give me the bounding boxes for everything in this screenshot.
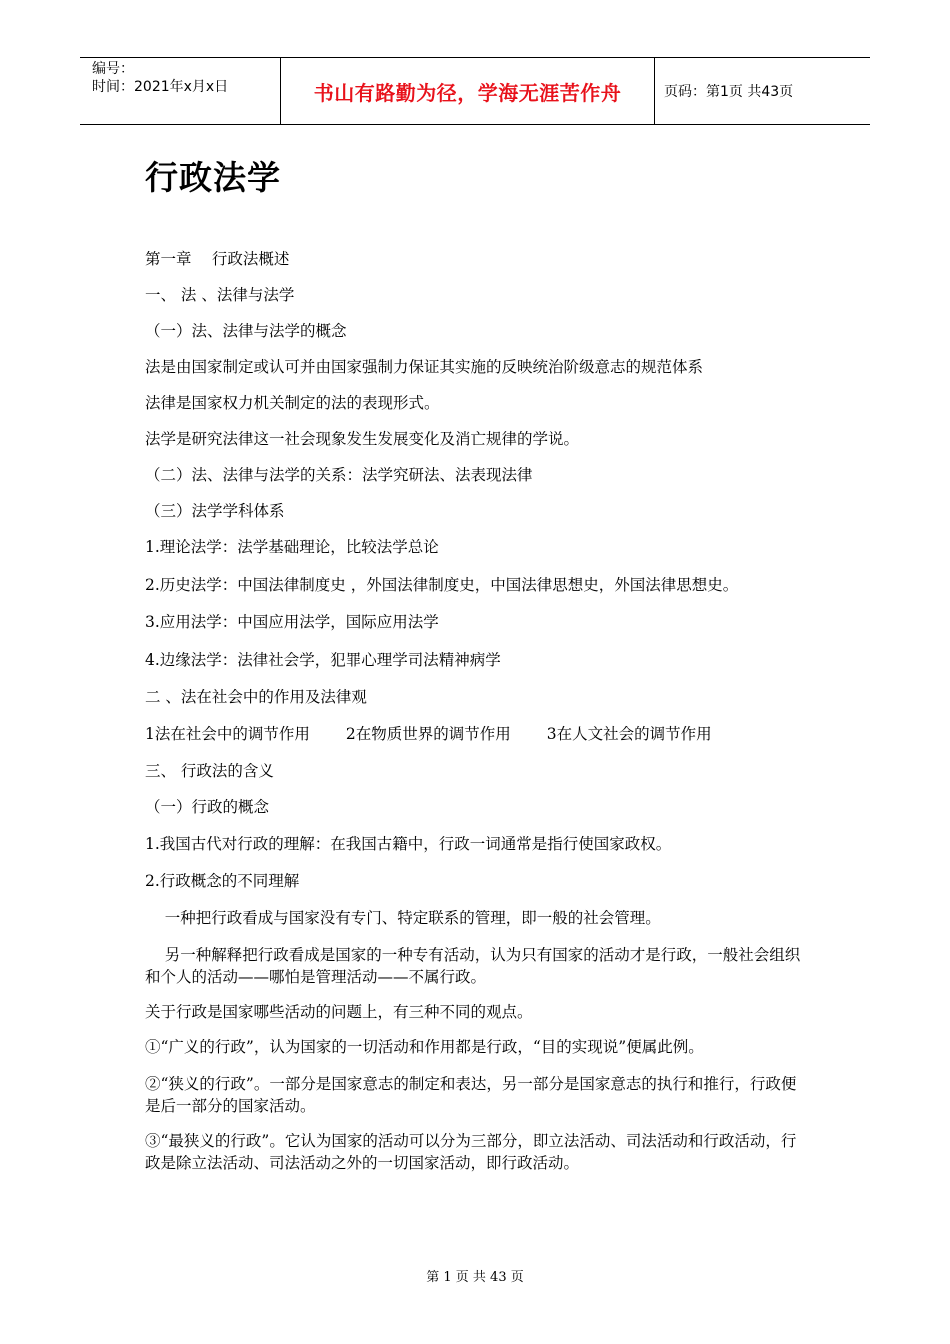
header-motto-cell [281, 58, 655, 124]
subsection-heading: （三）法学学科体系 [145, 502, 285, 520]
section-heading: 一、 法 、法律与法学 [145, 286, 295, 304]
paragraph: 法律是国家权力机关制定的法的表现形式。 [145, 394, 440, 412]
list-item: 1.理论法学：法学基础理论，比较法学总论 [145, 538, 439, 556]
section-heading: 二 、法在社会中的作用及法律观 [145, 688, 367, 706]
chapter-heading: 第一章 行政法概述 [145, 250, 290, 268]
list-item: 2.历史法学：中国法律制度史 ，外国法律制度史，中国法律思想史，外国法律思想史。 [145, 576, 739, 594]
header-page-cell [655, 58, 870, 124]
list-item: ①“广义的行政”，认为国家的一切活动和作用都是行政，“目的实现说”便属此例。 [145, 1038, 704, 1056]
paragraph: 另一种解释把行政看成是国家的一种专有活动，认为只有国家的活动才是行政，一般社会组织和个人的活动——哪怕是管理活动——不属行政。 [145, 946, 801, 986]
subsection-heading: （一）法、法律与法学的概念 [145, 322, 347, 340]
section-heading: 三、 行政法的含义 [145, 762, 274, 780]
subsection-heading: （二）法、法律与法学的关系：法学究研法、法表现法律 [145, 466, 533, 484]
paragraph: 关于行政是国家哪些活动的问题上，有三种不同的观点。 [145, 1003, 533, 1021]
header-motto: 书山有路勤为径，学海无涯苦作舟 [313, 80, 622, 105]
header-page-code: 页码：第1页 共43页 [664, 84, 794, 100]
list-item: ③“最狭义的行政”。它认为国家的活动可以分为三部分，即立法活动、司法活动和行政活动，行政是除立法活动、司法活动之外的一切国家活动，即行政活动。 [145, 1132, 797, 1172]
doc-time-label: 时间：2021年x月x日 [92, 79, 229, 95]
document-title: 行政法学 [145, 158, 281, 197]
list-item: 4.边缘法学：法律社会学，犯罪心理学司法精神病学 [145, 651, 501, 669]
list-item: 1.我国古代对行政的理解：在我国古籍中，行政一词通常是指行使国家政权。 [145, 835, 672, 853]
role-item: 1法在社会中的调节作用 [145, 725, 310, 743]
paragraph: 一种把行政看成与国家没有专门、特定联系的管理，即一般的社会管理。 [145, 909, 661, 927]
header-meta [80, 58, 281, 124]
role-item: 2在物质世界的调节作用 [345, 725, 511, 743]
roles-line [145, 723, 712, 745]
role-item: 3在人文社会的调节作用 [546, 725, 712, 743]
page-footer: 第 1 页 共 43 页 [426, 1270, 524, 1285]
paragraph: 法是由国家制定或认可并由国家强制力保证其实施的反映统治阶级意志的规范体系 [145, 358, 704, 376]
subsection-heading: （一）行政的概念 [145, 798, 270, 816]
list-item: ②“狭义的行政”。一部分是国家意志的制定和表达，另一部分是国家意志的执行和推行，行政便是后一部分的国家活动。 [145, 1075, 797, 1115]
paragraph: 法学是研究法律这一社会现象发生发展变化及消亡规律的学说。 [145, 430, 580, 448]
page-header [80, 57, 870, 125]
list-item: 3.应用法学：中国应用法学，国际应用法学 [145, 613, 439, 631]
doc-number-label: 编号： [92, 61, 134, 77]
list-item: 2.行政概念的不同理解 [145, 872, 300, 890]
